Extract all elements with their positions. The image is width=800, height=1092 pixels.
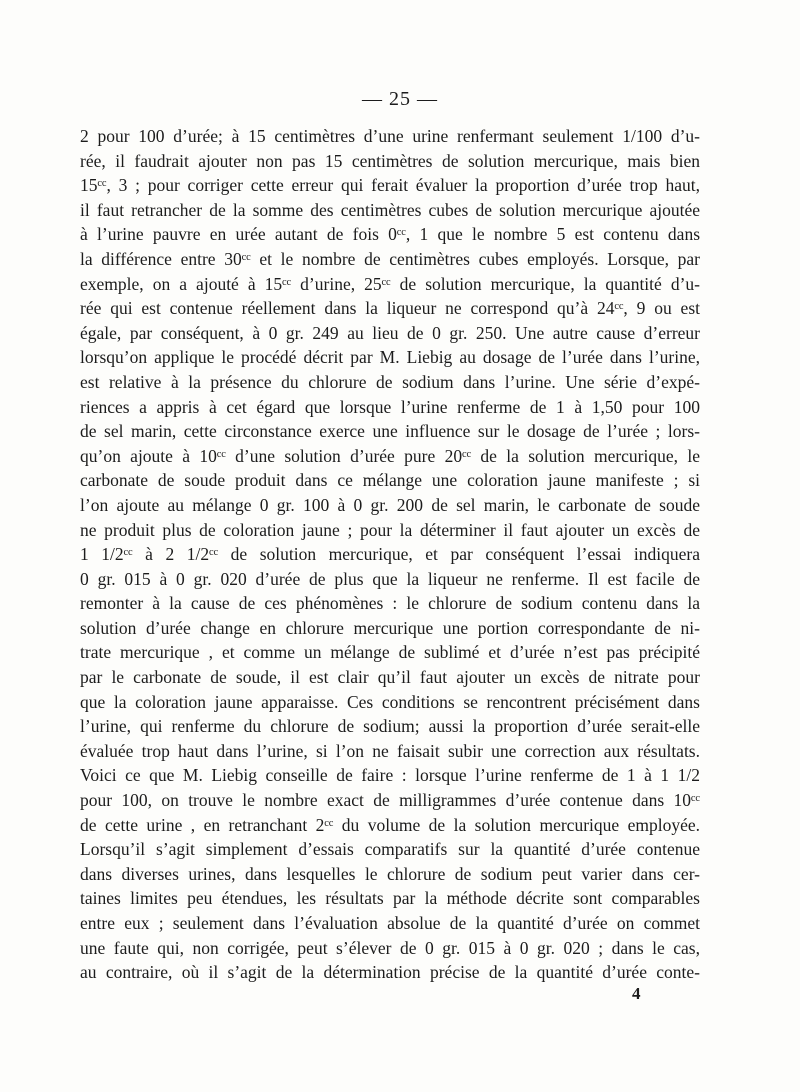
text-line: carbonate de soude produit dans ce mélange une coloration jaune manifeste ; si xyxy=(80,470,700,491)
text-line: pour 100, on trouve le nombre exact de milligrammes d’urée contenue dans 10ᶜᶜ xyxy=(80,790,700,811)
text-line: 1 1/2ᶜᶜ à 2 1/2ᶜᶜ de solution mercurique, et par conséquent l’essai indiquera xyxy=(80,544,700,565)
text-line: Voici ce que M. Liebig conseille de faire : lorsque l’urine renferme de 1 à 1 1/2 xyxy=(80,765,700,786)
text-line: taines limites peu étendues, les résultats par la méthode décrite sont comparables xyxy=(80,888,700,909)
text-line: trate mercurique , et comme un mélange de sublimé et d’urée n’est pas précipité xyxy=(80,642,700,663)
text-line: évaluée trop haut dans l’urine, si l’on ne faisait subir une correction aux résultats. xyxy=(80,740,700,761)
text-line: 0 gr. 015 à 0 gr. 020 d’urée de plus que la liqueur ne renferme. Il est facile de xyxy=(80,568,700,589)
text-line: riences a appris à cet égard que lorsque l’urine renferme de 1 à 1,50 pour 100 xyxy=(80,396,700,417)
page-number: — 25 — xyxy=(362,88,438,110)
text-line: au contraire, où il s’agit de la détermination précise de la quantité d’urée conte- xyxy=(80,962,700,983)
text-line: lorsqu’on applique le procédé décrit par M. Liebig au dosage de l’urée dans l’urine, xyxy=(80,347,700,368)
text-line: la différence entre 30ᶜᶜ et le nombre de centimètres cubes employés. Lorsque, par xyxy=(80,248,700,269)
text-line: il faut retrancher de la somme des centimètres cubes de solution mercurique ajoutée xyxy=(80,199,700,220)
text-line: rée qui est contenue réellement dans la liqueur ne correspond qu’à 24ᶜᶜ, 9 ou est xyxy=(80,298,700,319)
text-line: que la coloration jaune apparaisse. Ces conditions se rencontrent précisément dans xyxy=(80,691,700,712)
text-line: exemple, on a ajouté à 15ᶜᶜ d’urine, 25ᶜᶜ de solution mercurique, la quantité d’u- xyxy=(80,273,700,294)
text-line: rée, il faudrait ajouter non pas 15 centimètres de solution mercurique, mais bien xyxy=(80,150,700,171)
text-line: une faute qui, non corrigée, peut s’élever de 0 gr. 015 à 0 gr. 020 ; dans le cas, xyxy=(80,937,700,958)
text-line: entre eux ; seulement dans l’évaluation absolue de la quantité d’urée on commet xyxy=(80,913,700,933)
text-line: solution d’urée change en chlorure mercurique une portion correspondante de ni- xyxy=(80,617,700,638)
text-line: remonter à la cause de ces phénomènes : le chlorure de sodium contenu dans la xyxy=(80,593,700,614)
text-line: qu’on ajoute à 10ᶜᶜ d’une solution d’urée pure 20ᶜᶜ de la solution mercurique, le xyxy=(80,445,700,466)
text-line: l’urine, qui renferme du chlorure de sodium; aussi la proportion d’urée serait-elle xyxy=(80,716,700,737)
text-line: par le carbonate de soude, il est clair qu’il faut ajouter un excès de nitrate pour xyxy=(80,667,700,688)
text-line: de sel marin, cette circonstance exerce une influence sur le dosage de l’urée ; lors- xyxy=(80,421,700,442)
text-line: 15ᶜᶜ, 3 ; pour corriger cette erreur qui ferait évaluer la proportion d’urée trop haut, xyxy=(80,175,700,196)
text-line: de cette urine , en retranchant 2ᶜᶜ du volume de la solution mercurique employée. xyxy=(80,814,700,835)
text-line: Lorsqu’il s’agit simplement d’essais comparatifs sur la quantité d’urée contenue xyxy=(80,839,700,860)
text-line: est relative à la présence du chlorure de sodium dans l’urine. Une série d’expé- xyxy=(80,371,700,392)
text-line: 2 pour 100 d’urée; à 15 centimètres d’une urine renfermant seulement 1/100 d’u- xyxy=(80,126,700,146)
text-line: dans diverses urines, dans lesquelles le chlorure de sodium peut varier dans cer- xyxy=(80,863,700,884)
body-text xyxy=(80,124,700,985)
signature-mark: 4 xyxy=(632,984,641,1003)
text-line: à l’urine pauvre en urée autant de fois 0ᶜᶜ, 1 que le nombre 5 est contenu dans xyxy=(80,224,700,245)
text-line: égale, par conséquent, à 0 gr. 249 au lieu de 0 gr. 250. Une autre cause d’erreur xyxy=(80,322,700,343)
text-line: ne produit plus de coloration jaune ; pour la déterminer il faut ajouter un excès de xyxy=(80,519,700,540)
text-line: l’on ajoute au mélange 0 gr. 100 à 0 gr. 200 de sel marin, le carbonate de soude xyxy=(80,494,700,515)
